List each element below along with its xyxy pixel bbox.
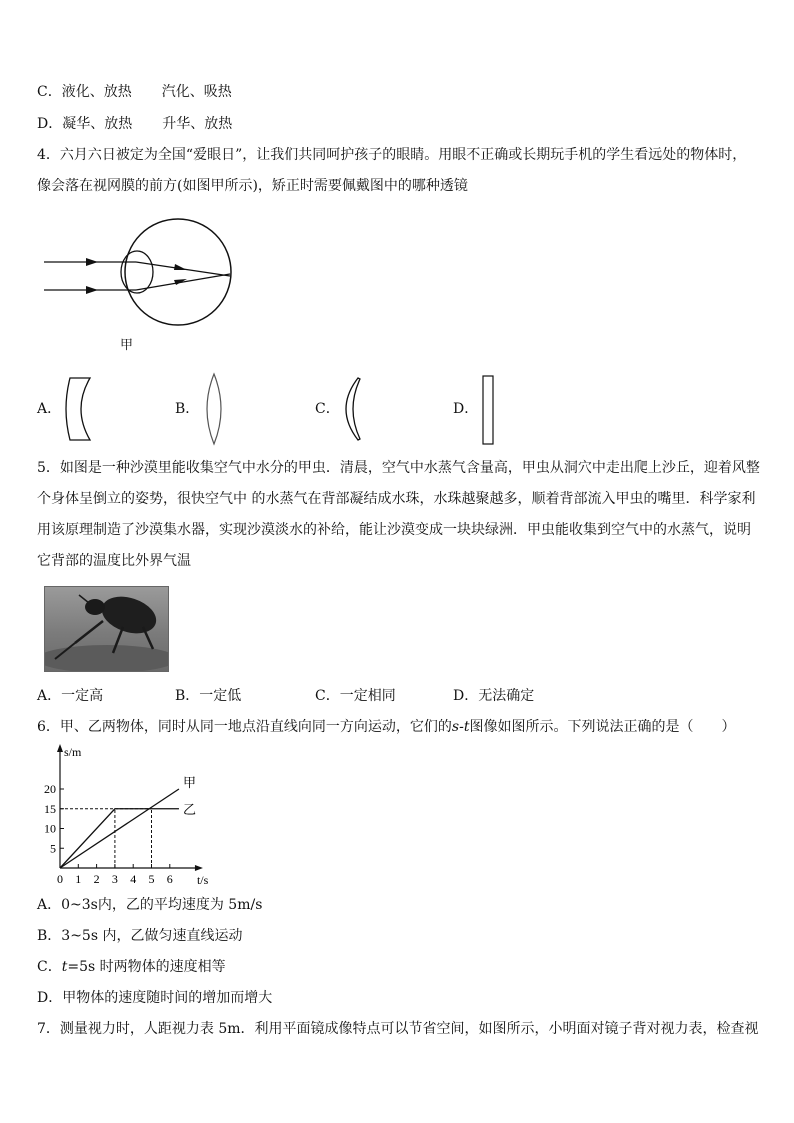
x-tick-label: 3	[111, 872, 118, 886]
option-letter: D．	[37, 116, 63, 132]
q5-option-c: C．一定相同	[315, 688, 396, 704]
q5-option-d: D．无法确定	[453, 688, 535, 704]
q6-option-b: B．3~5s 内，乙做匀速直线运动	[37, 928, 243, 944]
y-tick-label: 10	[44, 821, 56, 836]
option-text: 凝华、放热	[62, 116, 133, 132]
x-tick-label: 2	[93, 872, 100, 886]
q4-option-a-label: A．	[37, 401, 62, 417]
convex-lens-b	[203, 373, 225, 445]
x-tick-label: 5	[148, 872, 155, 886]
q6-stem	[37, 718, 735, 736]
x-tick-label: 6	[166, 872, 173, 886]
y-tick-label: 15	[44, 801, 56, 816]
y-axis-label: s/m	[64, 745, 82, 759]
option-text: 汽化、吸热	[161, 84, 232, 100]
x-tick-label: 0	[57, 872, 63, 886]
q6-option-c	[37, 958, 226, 976]
q5-option-b: B．一定低	[175, 688, 242, 704]
q6-option-a: A．0~3s内，乙的平均速度为 5m/s	[37, 897, 263, 913]
q4-stem-line2: 像会落在视网膜的前方(如图甲所示)，矫正时需要佩戴图中的哪种透镜	[37, 178, 468, 194]
stem-text: 6．甲、乙两物体，同时从同一地点沿直线向同一方向运动，它们的	[37, 719, 452, 735]
y-tick-label: 5	[50, 841, 56, 856]
q3-option-d	[37, 115, 232, 133]
beetle-icon	[45, 587, 168, 671]
eye-diagram	[40, 218, 240, 338]
q5-stem-line4: 它背部的温度比外界气温	[37, 553, 191, 569]
q4-option-b-label: B．	[175, 401, 200, 417]
q5-option-a: A．一定高	[37, 688, 104, 704]
series-line-jia	[60, 789, 179, 868]
q5-stem-line3: 用该原理制造了沙漠集水器，实现沙漠淡水的补给，能让沙漠变成一块块绿洲．甲虫能收集到空气中的水蒸气，说明	[37, 522, 751, 538]
q7-stem-line1: 7．测量视力时，人距视力表 5m．利用平面镜成像特点可以节省空间，如图所示，小明面对镜子背对视力表，检查视	[37, 1021, 759, 1037]
x-tick-label: 1	[75, 872, 82, 886]
y-axis-arrow	[57, 744, 63, 752]
stem-text: 图像如图所示。下列说法正确的是（ ）	[469, 719, 736, 735]
series-line-yi	[60, 809, 179, 868]
q4-option-c-label: C．	[315, 401, 340, 417]
x-axis-arrow	[195, 865, 203, 871]
q5-stem-line2: 个身体呈倒立的姿势，很快空气中 的水蒸气在背部凝结成水珠，水珠越聚越多，顺着背部流入甲虫的嘴里．科学家利	[37, 491, 756, 507]
option-text: =5s 时两物体的速度相等	[67, 959, 226, 975]
series-label: 乙	[182, 802, 196, 818]
q3-option-c	[37, 83, 232, 101]
q4-stem-line1: 4．六月六日被定为全国“爱眼日”，让我们共同呵护孩子的眼睛。用眼不正确或长期玩手机的学生看远处的物体时，	[37, 147, 747, 163]
series-label: 甲	[182, 776, 196, 791]
q6-option-d: D．甲物体的速度随时间的增加而增大	[37, 990, 273, 1006]
option-letter: C．	[37, 959, 62, 975]
q4-option-d-label: D．	[453, 401, 479, 417]
y-tick-label: 20	[44, 782, 56, 796]
figure-label-jia: 甲	[120, 338, 134, 353]
q5-stem-line1: 5．如图是一种沙漠里能收集空气中水分的甲虫．清晨，空气中水蒸气含量高，甲虫从洞穴中走出爬上沙丘，迎着风整	[37, 460, 760, 476]
beetle-photo	[44, 586, 169, 672]
option-text: 液化、放热	[61, 84, 132, 100]
stem-italic: s-t	[451, 719, 470, 735]
concave-lens-a	[66, 376, 96, 442]
meniscus-lens-c	[340, 376, 364, 442]
x-axis-label: t/s	[196, 873, 209, 887]
flat-plate-d	[481, 375, 495, 445]
x-tick-label: 4	[130, 872, 137, 886]
st-chart	[36, 742, 226, 888]
option-text: 升华、放热	[162, 116, 233, 132]
option-letter: C．	[37, 84, 62, 100]
option-italic: t	[61, 959, 68, 975]
